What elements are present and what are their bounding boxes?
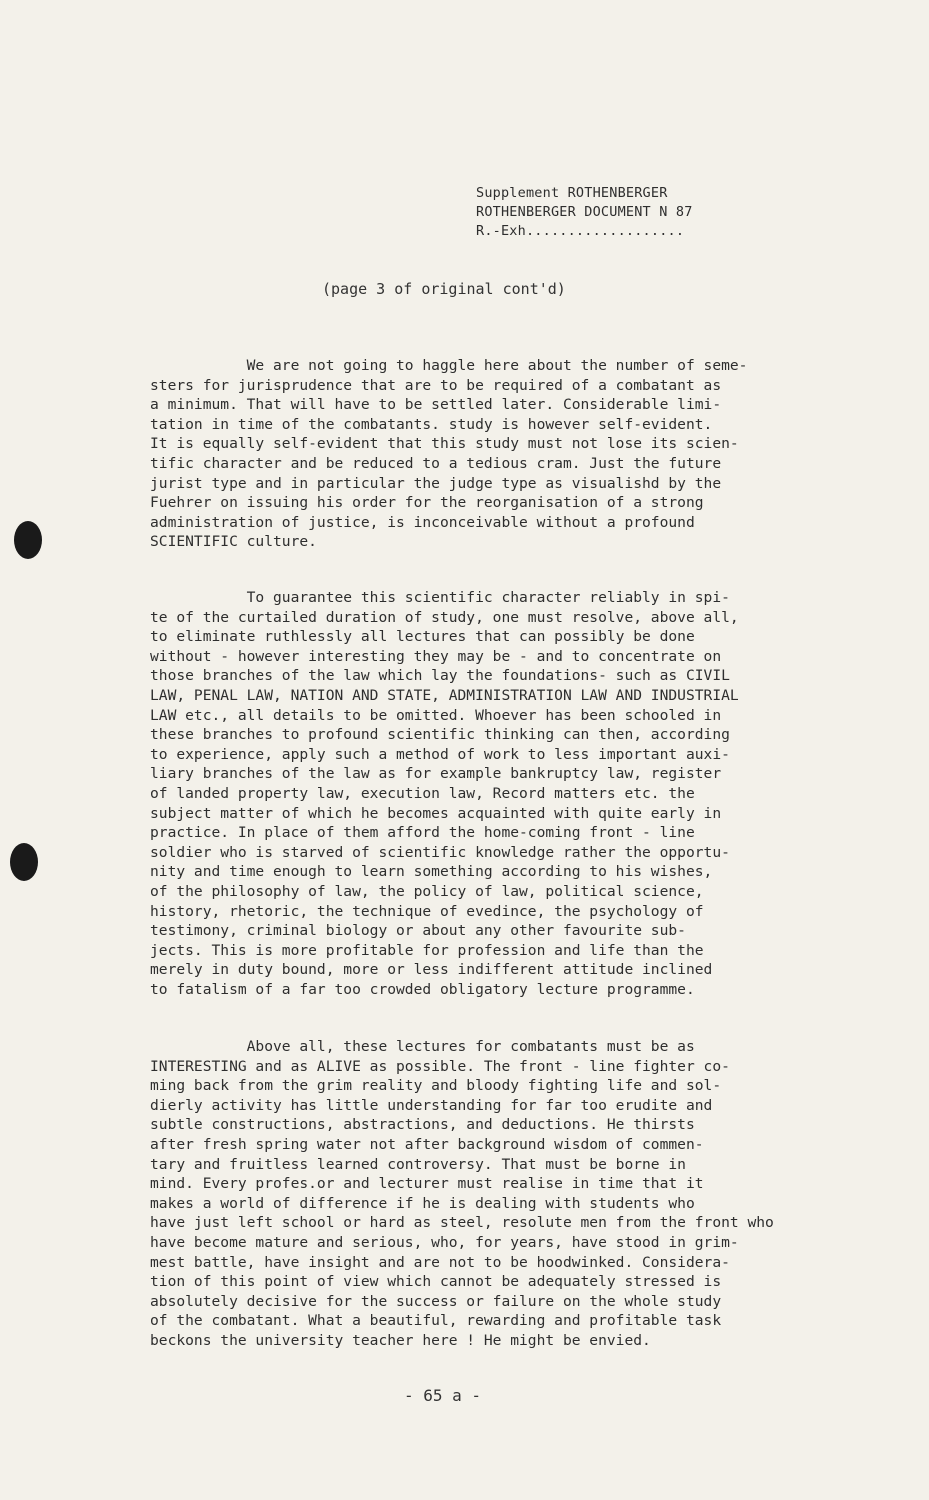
text-line: te of the curtailed duration of study, one must resolve, above all, <box>150 608 739 626</box>
text-line: absolutely decisive for the success or failure on the whole study <box>150 1292 722 1310</box>
punch-hole-upper <box>14 521 42 559</box>
text-line: subject matter of which he becomes acquainted with quite early in <box>150 804 722 822</box>
text-line: practice. In place of them afford the home-coming front - line <box>150 824 695 842</box>
text-line: We are not going to haggle here about the number of seme- <box>150 357 748 374</box>
text-line: these branches to profound scientific thinking can then, according <box>150 726 730 744</box>
header-exhibit: R.-Exh................... <box>476 223 685 239</box>
text-line: history, rhetoric, the technique of evedince, the psychology of <box>150 902 704 920</box>
text-line: soldier who is starved of scientific knowledge rather the opportu- <box>150 843 730 861</box>
text-line: jects. This is more profitable for profession and life than the <box>150 941 704 959</box>
header-document-number: ROTHENBERGER DOCUMENT N 87 <box>476 204 693 220</box>
text-line: merely in duty bound, more or less indifferent attitude inclined <box>150 961 713 979</box>
text-line: LAW, PENAL LAW, NATION AND STATE, ADMINISTRATION LAW AND INDUSTRIAL <box>150 686 739 704</box>
text-line: to fatalism of a far too crowded obligatory lecture programme. <box>150 980 695 998</box>
text-line: mest battle, have insight and are not to be hoodwinked. Considera- <box>150 1253 730 1271</box>
text-line: Above all, these lectures for combatants must be as <box>150 1038 695 1055</box>
text-line: sters for jurisprudence that are to be required of a combatant as <box>150 376 722 394</box>
text-line: have become mature and serious, who, for years, have stood in grim- <box>150 1233 739 1251</box>
text-line: tific character and be reduced to a tedious cram. Just the future <box>150 454 722 472</box>
page-reference: (page 3 of original cont'd) <box>322 280 566 298</box>
text-line: mind. Every profes.or and lecturer must realise in time that it <box>150 1175 704 1193</box>
text-line: nity and time enough to learn something according to his wishes, <box>150 863 713 881</box>
text-line: dierly activity has little understanding for far too erudite and <box>150 1096 713 1114</box>
text-line: subtle constructions, abstractions, and deductions. He thirsts <box>150 1116 695 1134</box>
text-line: makes a world of difference if he is dealing with students who <box>150 1194 695 1212</box>
text-line: tion of this point of view which cannot be adequately stressed is <box>150 1273 722 1291</box>
text-line: jurist type and in particular the judge type as visualishd by the <box>150 474 722 492</box>
text-line: to experience, apply such a method of work to less important auxi- <box>150 745 730 763</box>
paragraph-1 <box>150 356 810 552</box>
header-supplement: Supplement ROTHENBERGER <box>476 185 668 201</box>
text-line: tation in time of the combatants. study is however self-evident. <box>150 415 713 433</box>
text-line: after fresh spring water not after background wisdom of commen- <box>150 1135 704 1153</box>
text-line: of the philosophy of law, the policy of law, political science, <box>150 882 704 900</box>
paragraph-3 <box>150 1037 810 1351</box>
punch-hole-lower <box>10 843 38 881</box>
text-line: ming back from the grim reality and bloody fighting life and sol- <box>150 1077 722 1095</box>
text-line: administration of justice, is inconceivable without a profound <box>150 513 695 531</box>
text-line: LAW etc., all details to be omitted. Whoever has been schooled in <box>150 706 722 724</box>
text-line: INTERESTING and as ALIVE as possible. The front - line fighter co- <box>150 1057 730 1075</box>
text-line: tary and fruitless learned controversy. That must be borne in <box>150 1155 686 1173</box>
paragraph-2 <box>150 588 810 999</box>
text-line: To guarantee this scientific character reliably in spi- <box>150 589 730 606</box>
text-line: beckons the university teacher here ! He might be envied. <box>150 1331 651 1349</box>
text-line: have just left school or hard as steel, resolute men from the front who <box>150 1214 774 1232</box>
document-header <box>476 184 693 241</box>
text-line: SCIENTIFIC culture. <box>150 533 317 551</box>
text-line: of landed property law, execution law, Record matters etc. the <box>150 784 695 802</box>
page-number: - 65 a - <box>404 1386 482 1405</box>
text-line: a minimum. That will have to be settled later. Considerable limi- <box>150 396 722 414</box>
text-line: Fuehrer on issuing his order for the reorganisation of a strong <box>150 494 704 512</box>
text-line: of the combatant. What a beautiful, rewarding and profitable task <box>150 1312 722 1330</box>
text-line: testimony, criminal biology or about any other favourite sub- <box>150 922 686 940</box>
text-line: without - however interesting they may be - and to concentrate on <box>150 647 722 665</box>
text-line: It is equally self-evident that this study must not lose its scien- <box>150 435 739 453</box>
text-line: to eliminate ruthlessly all lectures that can possibly be done <box>150 628 695 646</box>
text-line: those branches of the law which lay the foundations- such as CIVIL <box>150 667 730 685</box>
text-line: liary branches of the law as for example bankruptcy law, register <box>150 765 722 783</box>
